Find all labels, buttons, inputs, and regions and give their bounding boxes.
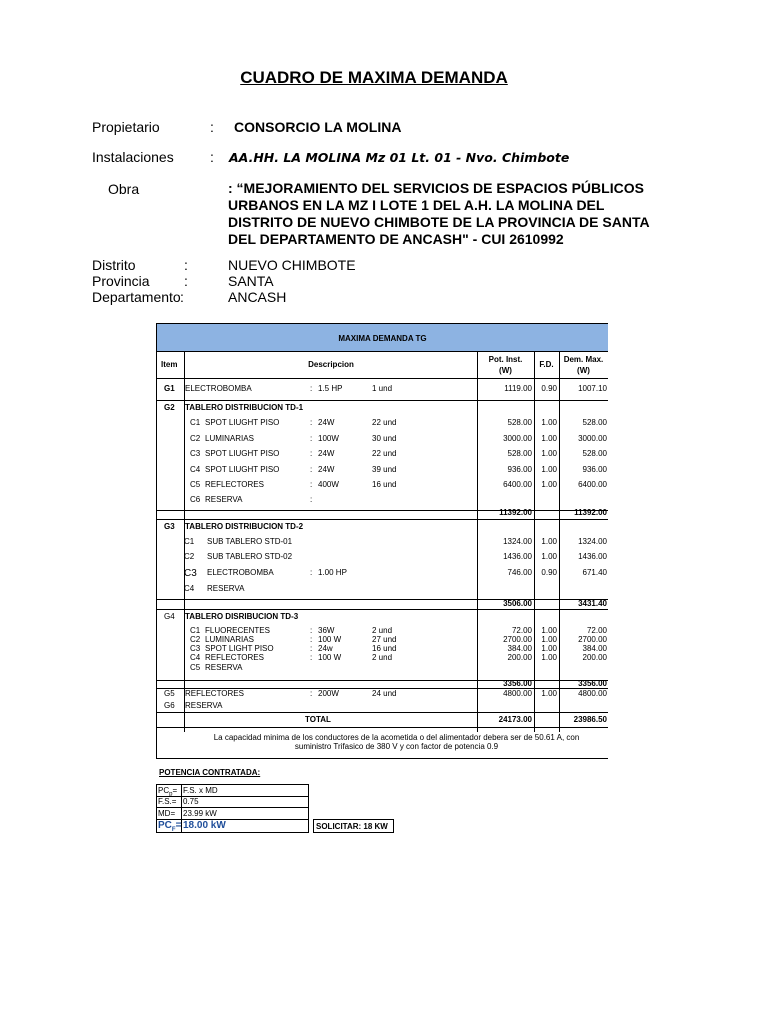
g2-row-dem: 6400.00 xyxy=(578,480,607,489)
col-pot-inst: Pot. Inst. xyxy=(488,355,523,364)
g2-title: TABLERO DISTRIBUCION TD-1 xyxy=(185,403,304,412)
g3-item: G3 xyxy=(164,522,175,531)
g3-row-dem: 1436.00 xyxy=(578,552,607,561)
g4-row-spec: 36W xyxy=(318,626,335,635)
g5-qty: 24 und xyxy=(372,689,397,698)
g4-row-fd: 1.00 xyxy=(541,635,557,644)
g4-row-sep: : xyxy=(310,644,313,653)
md-label: MD= xyxy=(158,809,176,818)
g3-row-fd: 1.00 xyxy=(541,537,557,546)
g2-row-sep: : xyxy=(310,495,313,504)
col-descripcion: Descripcion xyxy=(308,360,354,369)
table-row: G1 xyxy=(164,384,175,393)
provincia-sep: : xyxy=(184,273,188,289)
g3-row-fd: 1.00 xyxy=(541,552,557,561)
g4-row-sep: : xyxy=(310,653,313,662)
provincia-label: Provincia xyxy=(92,273,150,289)
g4-row-pot: 200.00 xyxy=(507,653,532,662)
g4-row-code: C5 xyxy=(190,663,201,672)
g4-row-dem: 2700.00 xyxy=(578,635,607,644)
g2-row-pot: 936.00 xyxy=(507,465,532,474)
col-dem-unit: (W) xyxy=(577,366,590,375)
g2-row-pot: 528.00 xyxy=(507,449,532,458)
g2-row-pot: 528.00 xyxy=(507,418,532,427)
g2-row-spec: 24W xyxy=(318,465,335,474)
max-demand-table xyxy=(156,323,608,759)
g2-row-qty: 16 und xyxy=(372,480,397,489)
g4-row-sep: : xyxy=(310,635,313,644)
g3-row-desc: SUB TABLERO STD-02 xyxy=(207,552,293,561)
g2-row-sep: : xyxy=(310,465,313,474)
g1-spec: 1.5 HP xyxy=(318,384,343,393)
g4-row-dem: 384.00 xyxy=(582,644,607,653)
g5-desc: REFLECTORES xyxy=(185,689,244,698)
g3-row-pot: 1324.00 xyxy=(503,537,532,546)
g4-row-code: C3 xyxy=(190,644,201,653)
table-title: MAXIMA DEMANDA TG xyxy=(338,334,427,343)
propietario-value: CONSORCIO LA MOLINA xyxy=(234,119,402,135)
g4-row-pot: 72.00 xyxy=(511,626,532,635)
g2-subtotal-dem: 11392.00 xyxy=(574,508,607,517)
total-pot: 24173.00 xyxy=(498,715,532,724)
note-line-2: suministro Trifasico de 380 V y con factor de potencia 0.9 xyxy=(294,742,499,751)
g4-row-dem: 200.00 xyxy=(582,653,607,662)
g6-desc: RESERVA xyxy=(185,701,223,710)
g2-row-desc: SPOT LIUGHT PISO xyxy=(205,449,280,458)
pcf-symbol: PC xyxy=(158,820,172,831)
g2-row-code: C2 xyxy=(190,434,201,443)
g5-pot: 4800.00 xyxy=(503,689,532,698)
g2-row-spec: 24W xyxy=(318,418,335,427)
g3-row-code: C2 xyxy=(184,552,195,561)
g4-row-qty: 16 und xyxy=(372,644,397,653)
fs-label: F.S.= xyxy=(158,797,177,806)
provincia-value: SANTA xyxy=(228,273,274,289)
instalaciones-label: Instalaciones xyxy=(92,149,174,165)
g4-row-spec: 100 W xyxy=(318,635,342,644)
g2-row-desc: REFLECTORES xyxy=(205,480,264,489)
pc-formula-label xyxy=(158,786,177,798)
note-line-1: La capacidad minima de los conductores de la acometida o del alimentador debera ser de 50.61 A, con xyxy=(213,733,580,742)
g4-row-dem: 72.00 xyxy=(586,626,607,635)
g4-row-pot: 384.00 xyxy=(507,644,532,653)
instalaciones-value: AA.HH. LA MOLINA Mz 01 Lt. 01 - Nvo. Chimbote xyxy=(229,150,570,165)
g2-row-desc: SPOT LIUGHT PISO xyxy=(205,418,280,427)
g2-item: G2 xyxy=(164,403,175,412)
g2-row-dem: 3000.00 xyxy=(578,434,607,443)
pcf-value: 18.00 kW xyxy=(183,820,226,831)
g2-row-fd: 1.00 xyxy=(541,480,557,489)
g4-row-desc: SPOT LIGHT PISO xyxy=(205,644,274,653)
g3-row-dem: 1324.00 xyxy=(578,537,607,546)
departamento-sep: : xyxy=(180,289,184,305)
pc-p-eq: = xyxy=(172,786,178,795)
g4-row-fd: 1.00 xyxy=(541,644,557,653)
g2-row-fd: 1.00 xyxy=(541,434,557,443)
col-dem-max: Dem. Max. xyxy=(563,355,604,364)
g2-row-fd: 1.00 xyxy=(541,449,557,458)
g5-dem: 4800.00 xyxy=(578,689,607,698)
g2-row-dem: 528.00 xyxy=(582,449,607,458)
g2-row-spec: 100W xyxy=(318,434,339,443)
propietario-sep: : xyxy=(210,119,214,135)
g3-row-code: C4 xyxy=(184,584,195,593)
col-pot-unit: (W) xyxy=(499,366,512,375)
page-title: CUADRO DE MAXIMA DEMANDA xyxy=(240,68,508,87)
distrito-label: Distrito xyxy=(92,257,136,273)
g4-title: TABLERO DISRIBUCION TD-3 xyxy=(185,612,299,621)
g1-sep: : xyxy=(310,384,313,393)
md-value: 23.99 kW xyxy=(183,809,217,818)
g3-subtotal-dem: 3431.40 xyxy=(578,599,607,608)
g2-subtotal-pot: 11392.00 xyxy=(499,508,532,517)
g4-row-fd: 1.00 xyxy=(541,626,557,635)
g3-row-sep: : xyxy=(310,568,313,577)
g4-subtotal-pot: 3356.00 xyxy=(503,679,532,688)
solicitar-label: SOLICITAR: 18 KW xyxy=(316,822,388,831)
g2-row-code: C5 xyxy=(190,480,201,489)
g3-row-spec: 1.00 HP xyxy=(318,568,347,577)
g2-row-sep: : xyxy=(310,434,313,443)
g2-row-qty: 39 und xyxy=(372,465,397,474)
g1-desc: ELECTROBOMBA xyxy=(185,384,252,393)
g2-row-code: C1 xyxy=(190,418,201,427)
g1-fd: 0.90 xyxy=(541,384,557,393)
g4-row-qty: 27 und xyxy=(372,635,397,644)
g2-row-desc: LUMINARIAS xyxy=(205,434,254,443)
g4-item: G4 xyxy=(164,612,175,621)
g2-row-spec: 400W xyxy=(318,480,339,489)
g3-row-pot: 746.00 xyxy=(507,568,532,577)
departamento-label: Departamento xyxy=(92,289,181,305)
g3-row-pot: 1436.00 xyxy=(503,552,532,561)
g2-row-fd: 1.00 xyxy=(541,465,557,474)
g2-row-desc: RESERVA xyxy=(205,495,243,504)
pcf-eq: = xyxy=(175,820,182,831)
obra-label: Obra xyxy=(108,181,140,197)
g4-row-code: C1 xyxy=(190,626,201,635)
g3-row-desc: ELECTROBOMBA xyxy=(207,568,274,577)
g3-row-dem: 671.40 xyxy=(582,568,607,577)
g4-row-code: C2 xyxy=(190,635,201,644)
g2-row-dem: 528.00 xyxy=(582,418,607,427)
g2-row-desc: SPOT LIUGHT PISO xyxy=(205,465,280,474)
g2-row-pot: 3000.00 xyxy=(503,434,532,443)
g5-item: G5 xyxy=(164,689,175,698)
g3-row-desc: SUB TABLERO STD-01 xyxy=(207,537,293,546)
potencia-title: POTENCIA CONTRATADA: xyxy=(159,768,261,777)
g2-row-spec: 24W xyxy=(318,449,335,458)
g3-row-code: C1 xyxy=(184,537,195,546)
g2-row-code: C6 xyxy=(190,495,201,504)
g5-sep: : xyxy=(310,689,313,698)
g2-row-qty: 22 und xyxy=(372,449,397,458)
g4-row-qty: 2 und xyxy=(372,626,393,635)
col-item: Item xyxy=(161,360,178,369)
g3-row-desc: RESERVA xyxy=(207,584,245,593)
g3-title: TABLERO DISTRIBUCION TD-2 xyxy=(185,522,304,531)
g4-subtotal-dem: 3356.00 xyxy=(578,679,607,688)
g2-row-qty: 22 und xyxy=(372,418,397,427)
g1-dem: 1007.10 xyxy=(578,384,607,393)
g4-row-spec: 100 W xyxy=(318,653,342,662)
pcf-subscript: F xyxy=(171,827,176,833)
pc-formula-value: F.S. x MD xyxy=(183,786,218,795)
g4-row-code: C4 xyxy=(190,653,201,662)
g5-fd: 1.00 xyxy=(541,689,557,698)
g2-row-fd: 1.00 xyxy=(541,418,557,427)
g5-spec: 200W xyxy=(318,689,339,698)
instalaciones-sep: : xyxy=(210,149,214,165)
g4-row-desc: RESERVA xyxy=(205,663,243,672)
g2-row-sep: : xyxy=(310,480,313,489)
total-dem: 23986.50 xyxy=(573,715,607,724)
pcf-label xyxy=(158,820,181,833)
g6-item: G6 xyxy=(164,701,175,710)
g4-row-pot: 2700.00 xyxy=(503,635,532,644)
g2-row-pot: 6400.00 xyxy=(503,480,532,489)
pc-p-subscript: p xyxy=(169,791,173,798)
g4-row-desc: LUMINARIAS xyxy=(205,635,254,644)
distrito-sep: : xyxy=(184,257,188,273)
obra-value: : “MEJORAMIENTO DEL SERVICIOS DE ESPACIOS PÚBLICOS URBANOS EN LA MZ I LOTE 1 DEL A.H. LA MOLINA DEL DISTRITO DE NUEVO CHIMBOTE DE LA PROVINCIA DE SANTA DEL DEPARTAMENTO DE ANCASH" - CUI 2610992 xyxy=(228,180,650,247)
g2-row-sep: : xyxy=(310,418,313,427)
departamento-value: ANCASH xyxy=(228,289,287,305)
g3-row-code: C3 xyxy=(184,568,197,579)
g3-subtotal-pot: 3506.00 xyxy=(503,599,532,608)
g3-row-fd: 0.90 xyxy=(541,568,557,577)
g1-pot: 1119.00 xyxy=(504,384,532,393)
g4-row-desc: FLUORECENTES xyxy=(205,626,270,635)
col-fd: F.D. xyxy=(539,360,554,369)
g2-row-dem: 936.00 xyxy=(582,465,607,474)
fs-value: 0.75 xyxy=(183,797,199,806)
g2-row-sep: : xyxy=(310,449,313,458)
g4-row-fd: 1.00 xyxy=(541,653,557,662)
g2-row-qty: 30 und xyxy=(372,434,397,443)
g4-row-spec: 24w xyxy=(318,644,333,653)
g4-row-desc: REFLECTORES xyxy=(205,653,264,662)
distrito-value: NUEVO CHIMBOTE xyxy=(228,257,356,273)
g2-row-code: C3 xyxy=(190,449,201,458)
g2-row-code: C4 xyxy=(190,465,201,474)
total-label: TOTAL xyxy=(305,715,331,724)
g4-row-qty: 2 und xyxy=(372,653,393,662)
propietario-label: Propietario xyxy=(92,119,160,135)
pc-p-symbol: PC xyxy=(158,786,170,795)
g1-qty: 1 und xyxy=(372,384,393,393)
g4-row-sep: : xyxy=(310,626,313,635)
